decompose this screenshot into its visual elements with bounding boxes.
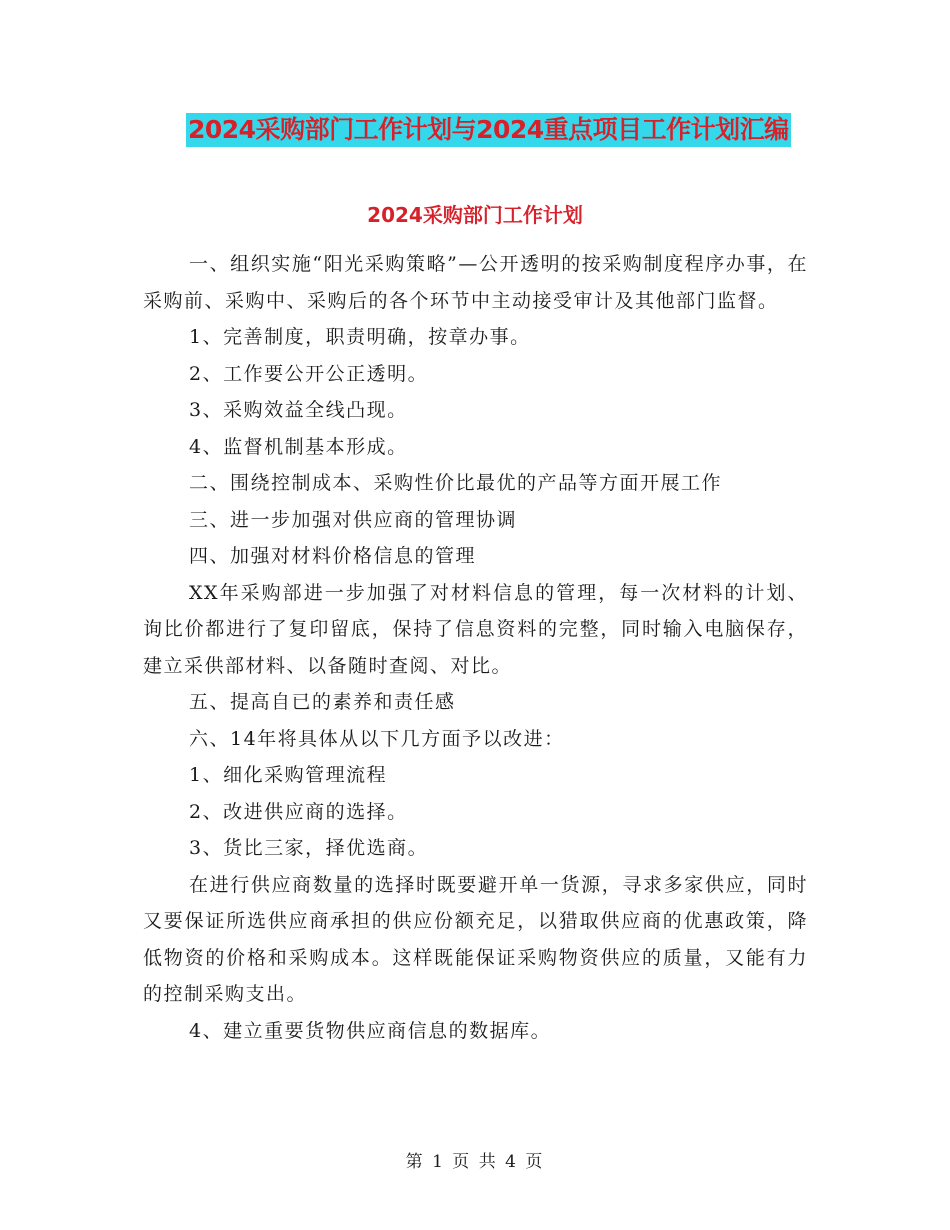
paragraph: XX年采购部进一步加强了对材料信息的管理，每一次材料的计划、询比价都进行了复印留底，保持了信息资料的完整，同时输入电脑保存，建立采供部材料、以备随时查阅、对比。: [143, 581, 808, 677]
paragraph: 3、货比三家，择优选商。: [189, 837, 429, 859]
paragraph: 六、14年将具体从以下几方面予以改进：: [189, 727, 565, 750]
paragraph: 二、围绕控制成本、采购性价比最优的产品等方面开展工作: [189, 472, 723, 494]
paragraph: 4、建立重要货物供应商信息的数据库。: [189, 1019, 552, 1042]
paragraph: 2、工作要公开公正透明。: [189, 362, 429, 385]
page-footer: 第 1 页 共 4 页: [405, 1152, 545, 1172]
document-body: [143, 246, 808, 1049]
paragraph: 1、细化采购管理流程: [189, 764, 388, 786]
paragraph: 2、改进供应商的选择。: [189, 800, 408, 823]
section-title: 2024采购部门工作计划: [367, 203, 583, 227]
paragraph: 三、进一步加强对供应商的管理协调: [189, 508, 518, 531]
paragraph: 五、提高自已的素养和责任感: [189, 691, 456, 713]
paragraph: 四、加强对材料价格信息的管理: [189, 545, 477, 567]
paragraph: 1、完善制度，职责明确，按章办事。: [189, 326, 531, 348]
paragraph: 3、采购效益全线凸现。: [189, 399, 408, 421]
paragraph: 在进行供应商数量的选择时既要避开单一货源，寻求多家供应，同时又要保证所选供应商承担的供应份额充足，以猎取供应商的优惠政策，降低物资的价格和采购成本。这样既能保证采购物资供应的质量，又能有力的控制采购支出。: [143, 873, 808, 1005]
paragraph: 一、组织实施“阳光采购策略”—公开透明的按采购制度程序办事，在采购前、采购中、采购后的各个环节中主动接受审计及其他部门监督。: [143, 253, 808, 312]
document-title: 2024采购部门工作计划与2024重点项目工作计划汇编: [186, 113, 791, 147]
paragraph: 4、监督机制基本形成。: [189, 435, 408, 458]
